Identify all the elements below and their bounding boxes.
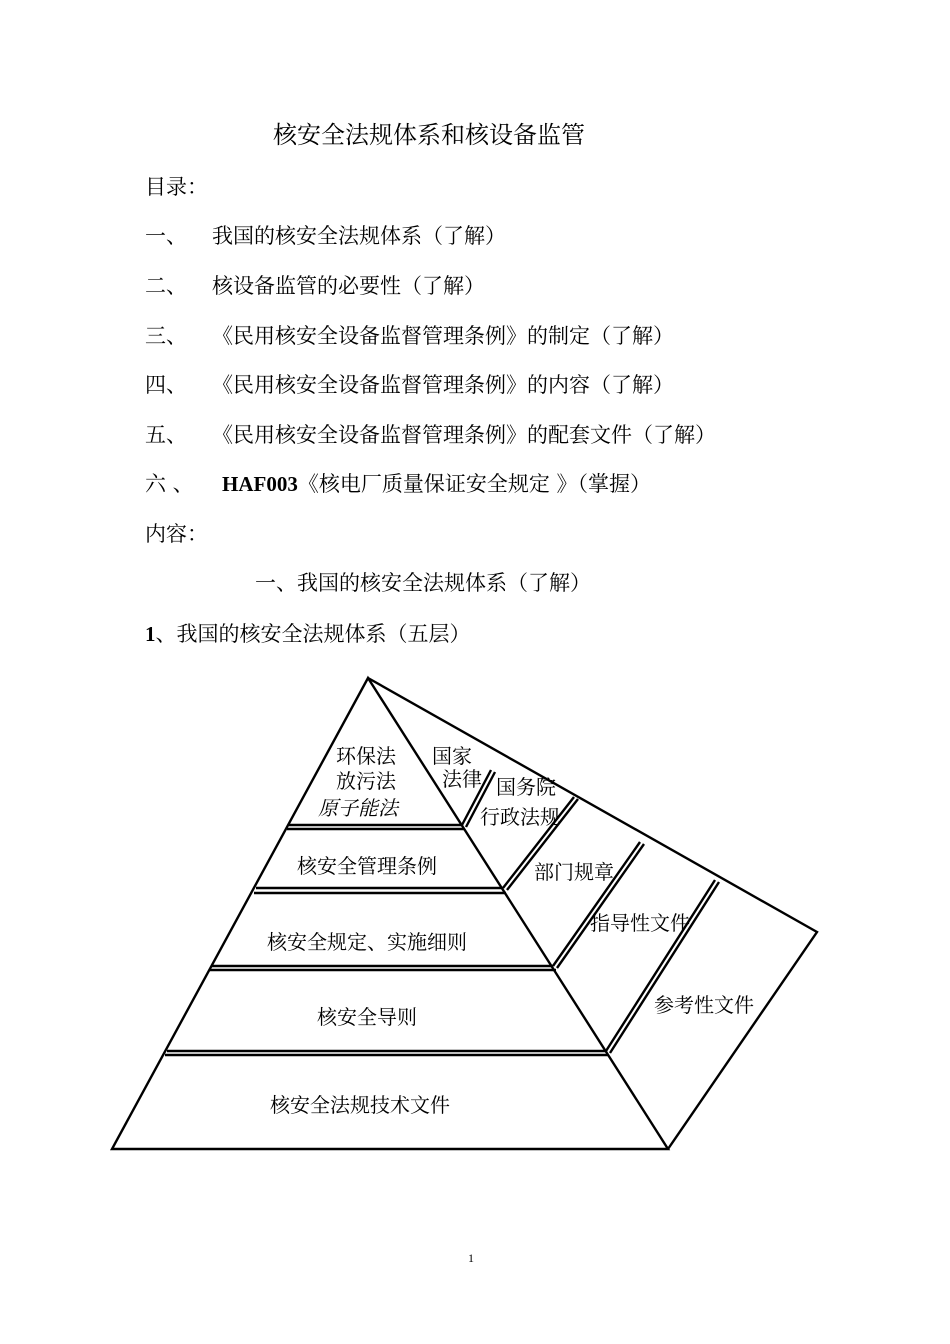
side-label: 法律 — [442, 767, 482, 791]
layer-label: 核安全管理条例 — [297, 854, 437, 878]
document-title: 核安全法规体系和核设备监管 — [273, 121, 585, 149]
toc-item-text: 我国的核安全法规体系（了解） — [212, 224, 506, 248]
layer-divider — [287, 825, 464, 829]
side-label: 部门规章 — [534, 860, 614, 884]
layer-label: 放污法 — [336, 769, 396, 793]
toc-item-number: 四、 — [145, 373, 187, 397]
layer-label: 环保法 — [336, 744, 396, 768]
layer-label: 核安全规定、实施细则 — [267, 930, 467, 954]
toc-item-text: 《民用核安全设备监督管理条例》的配套文件（了解） — [212, 423, 716, 447]
section-heading: 一、我国的核安全法规体系（了解） — [255, 571, 591, 595]
side-divider — [606, 880, 719, 1053]
layer-label: 核安全法规技术文件 — [270, 1093, 450, 1117]
layer-divider — [254, 888, 506, 893]
layer-label: 原子能法 — [318, 796, 398, 820]
side-label: 指导性文件 — [590, 911, 690, 935]
sub-heading-number: 1 — [145, 622, 156, 646]
content-label: 内容： — [145, 522, 208, 546]
toc-item-number: 六 、 — [145, 472, 194, 496]
side-label: 国务院 — [496, 775, 556, 799]
toc-item-text: 核设备监管的必要性（了解） — [212, 274, 485, 298]
toc-item-number: 二、 — [145, 274, 187, 298]
layer-divider — [210, 966, 556, 970]
toc-item-number: 一、 — [145, 224, 187, 248]
toc-item-code: HAF003 — [222, 472, 298, 496]
layer-label: 核安全导则 — [317, 1005, 417, 1029]
toc-item-number: 三、 — [145, 324, 187, 348]
toc-item-text: 《民用核安全设备监督管理条例》的内容（了解） — [212, 373, 674, 397]
toc-item-number: 五、 — [145, 423, 187, 447]
side-label: 参考性文件 — [654, 993, 754, 1017]
toc-item-title: 《核电厂质量保证安全规定 》（掌握） — [297, 472, 652, 496]
page-number: 1 — [468, 1251, 474, 1265]
side-label: 国家 — [432, 744, 472, 768]
sub-heading-text: 、我国的核安全法规体系（五层） — [155, 622, 471, 646]
layer-divider — [165, 1051, 608, 1055]
toc-item-text: 《民用核安全设备监督管理条例》的制定（了解） — [212, 324, 674, 348]
side-label: 行政法规 — [480, 805, 560, 829]
toc-label: 目录： — [145, 175, 208, 199]
